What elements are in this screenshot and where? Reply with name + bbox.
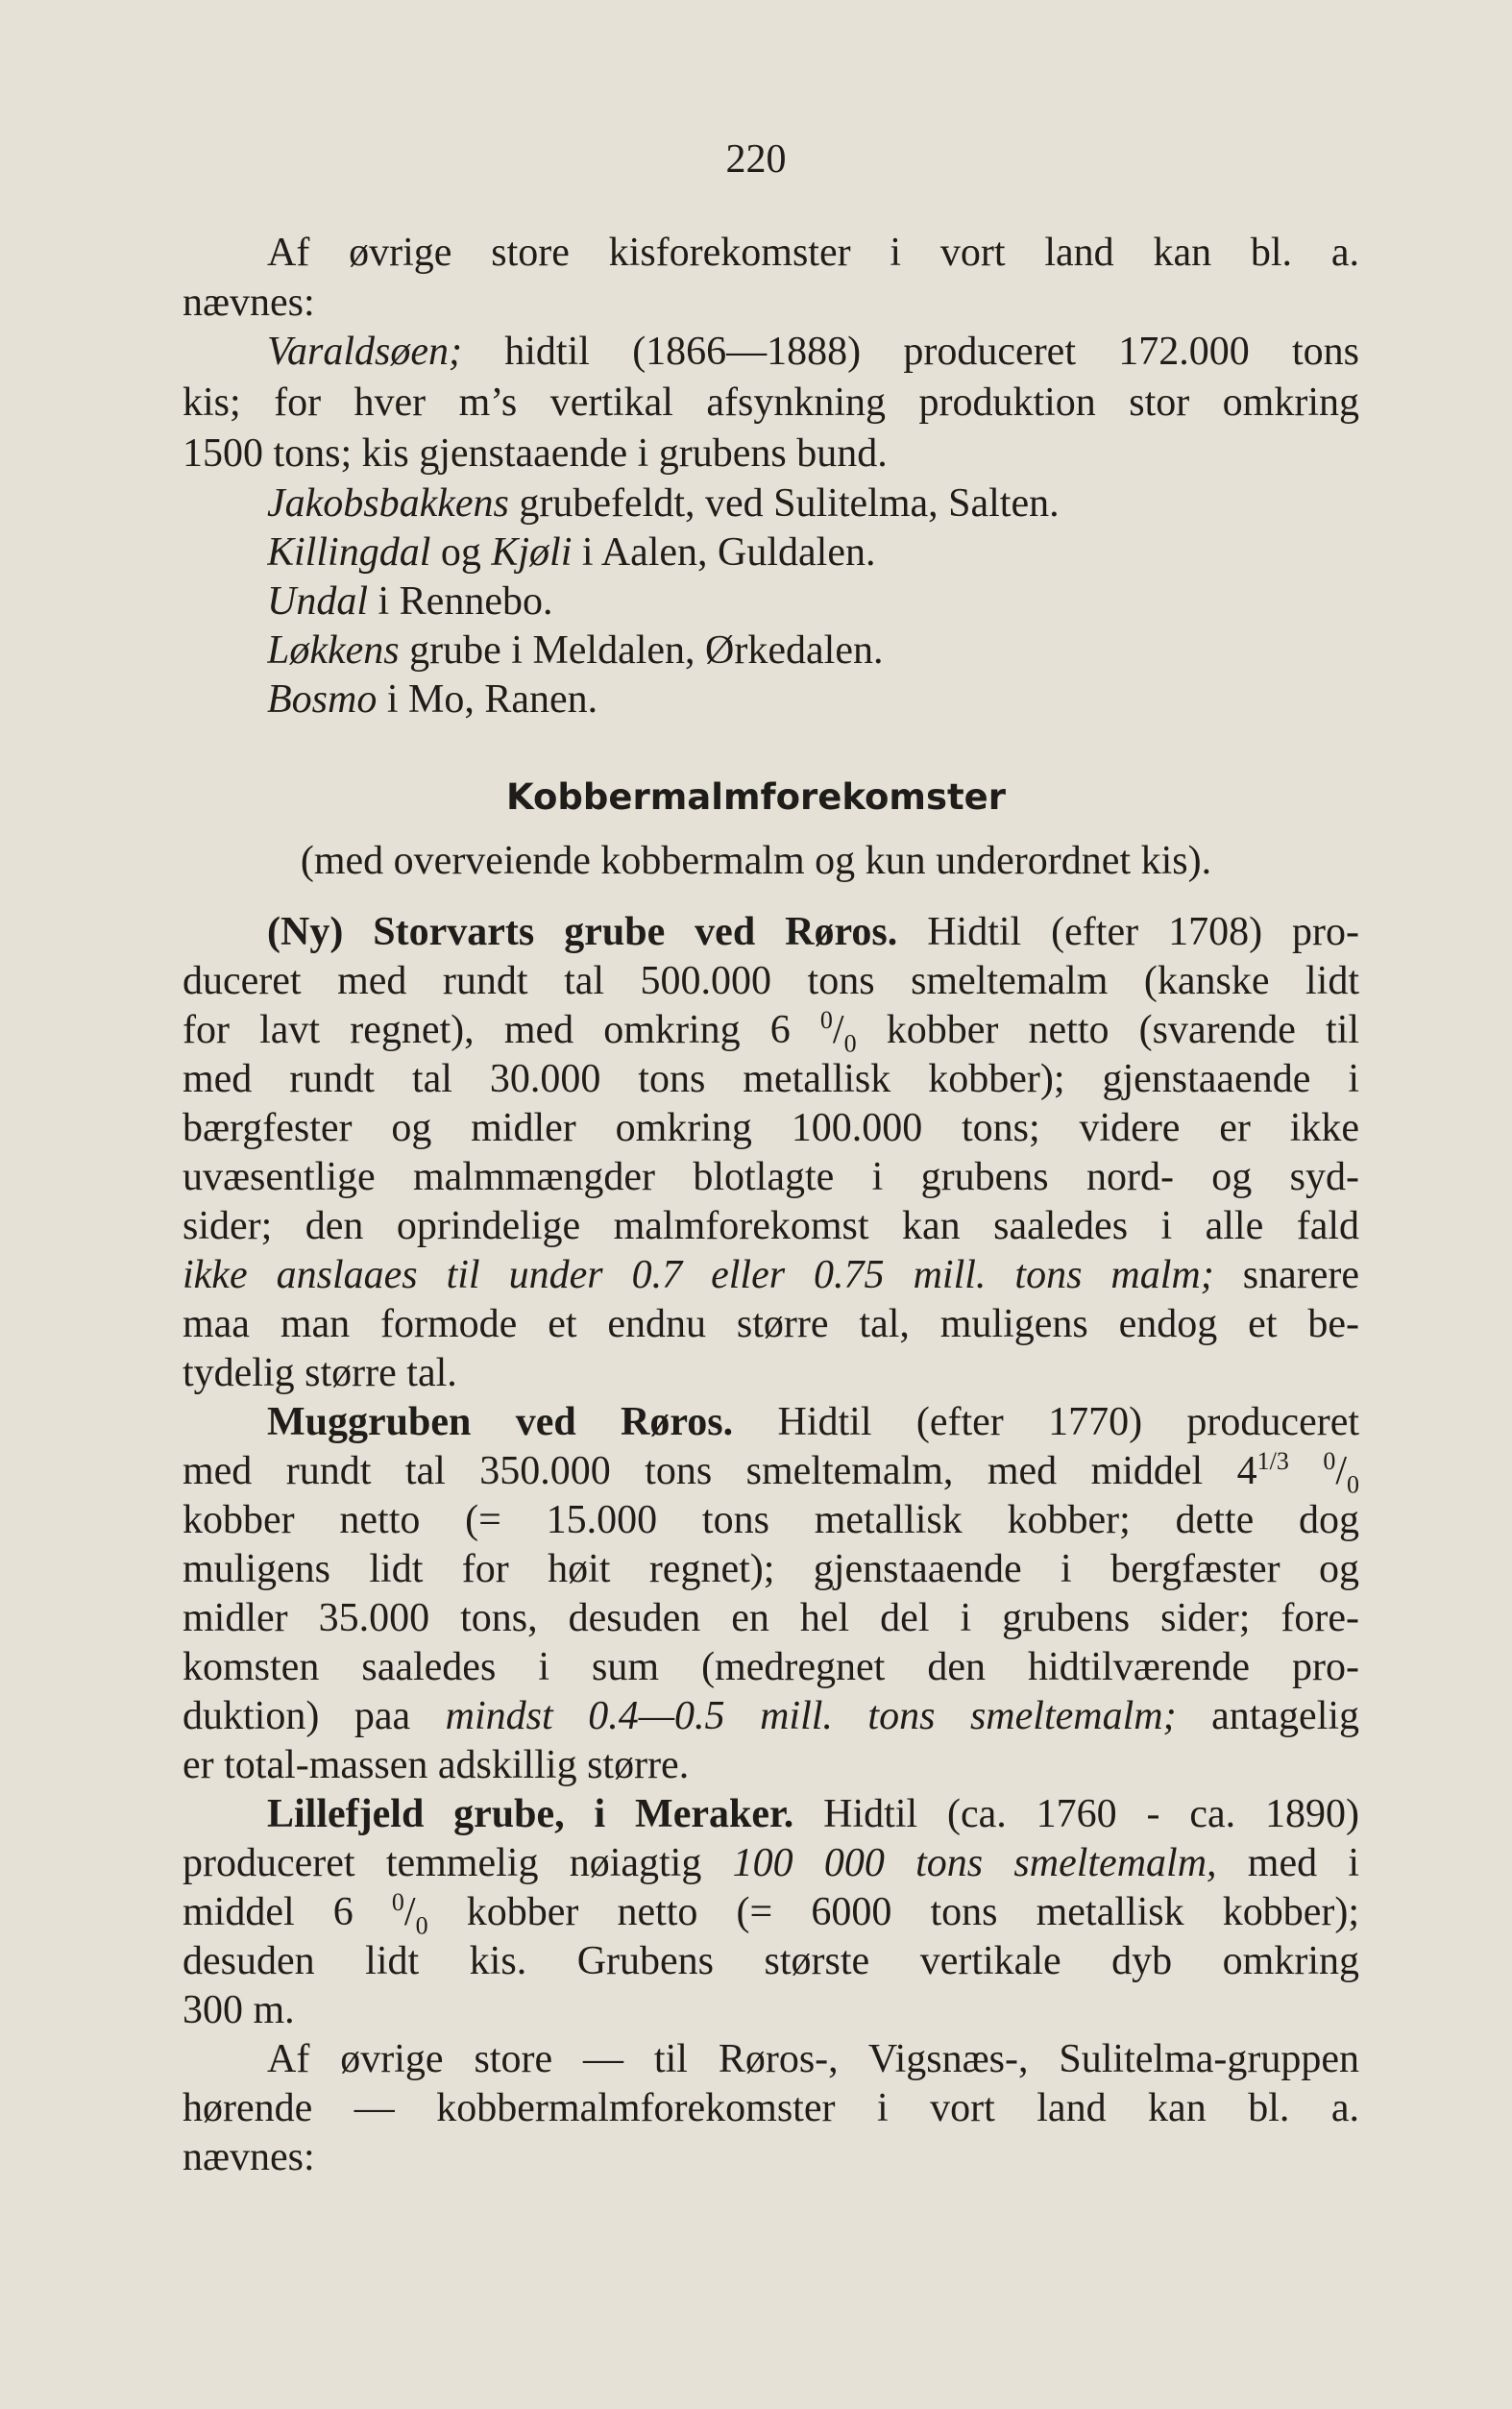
body-line: duceret med rundt tal 500.000 tons smeltemalm (kanske lidt [183, 959, 1359, 1003]
storvarts-title-line: (Ny) Storvarts grube ved Røros. Hidtil (efter 1708) pro- [267, 910, 1359, 954]
list-item-killingdal: Killingdal og Kjøli i Aalen, Guldalen. [267, 530, 876, 575]
body-line: middel 6 $^0/_0$ kobber netto (= 6000 tons metallisk kobber); [183, 1888, 1359, 1936]
muggruben-title-line: Muggruben ved Røros. Hidtil (efter 1770) produceret [267, 1400, 1359, 1444]
list-item-bosmo: Bosmo i Mo, Ranen. [267, 677, 598, 722]
list-item-lokken: Løkkens grube i Meldalen, Ørkedalen. [267, 628, 884, 673]
mine-name: Varaldsøen; [267, 330, 462, 374]
mine-name: Killingdal [267, 530, 431, 575]
body-line: for lavt regnet), med omkring 6 $^0/_0$ kobber netto (svarende til [183, 1006, 1359, 1054]
body-line: muligens lidt for høit regnet); gjenstaaende i bergfæster og [183, 1547, 1359, 1591]
body-line: ikke anslaaes til under 0.7 eller 0.75 mill. tons malm; snarere [183, 1253, 1359, 1297]
mine-title: Lillefjeld grube, i Meraker. [267, 1792, 794, 1836]
mine-title: (Ny) Storvarts grube ved Røros. [267, 910, 898, 954]
body-line: midler 35.000 tons, desuden en hel del i grubens sider; fore- [183, 1596, 1359, 1640]
mine-name: Kjøli [491, 530, 573, 575]
body-line: sider; den oprindelige malmforekomst kan saaledes i alle fald [183, 1204, 1359, 1248]
section-subheading: (med overveiende kobbermalm og kun underordnet kis). [300, 839, 1212, 883]
outro-line: Af øvrige store — til Røros-, Vigsnæs-, Sulitelma-gruppen [267, 2037, 1359, 2081]
body-line: tydelig større tal. [183, 1351, 457, 1395]
body-line: 300 m. [183, 1988, 295, 2032]
intro-line: nævnes: [183, 281, 315, 325]
body-line: maa man formode et endnu større tal, muligens endog et be- [183, 1302, 1359, 1346]
list-item-jakobsbakken: Jakobsbakkens grubefeldt, ved Sulitelma, Salten. [267, 481, 1060, 526]
body-line: desuden lidt kis. Grubens største vertikale dyb omkring [183, 1939, 1359, 1983]
body-line: bærgfester og midler omkring 100.000 tons; videre er ikke [183, 1106, 1359, 1150]
body-line: produceret temmelig nøiagtig 100 000 tons smeltemalm, med i [183, 1841, 1359, 1885]
mine-name: Bosmo [267, 677, 378, 722]
body-line: er total-massen adskillig større. [183, 1743, 690, 1787]
body-line: kis; for hver m’s vertikal afsynkning produktion stor omkring [183, 381, 1359, 425]
body-line: kobber netto (= 15.000 tons metallisk kobber; dette dog [183, 1498, 1359, 1542]
outro-line: nævnes: [183, 2135, 315, 2179]
list-item-undal: Undal i Rennebo. [267, 579, 553, 624]
mine-name: Jakobsbakkens [267, 481, 509, 526]
body-line: duktion) paa mindst 0.4—0.5 mill. tons smeltemalm; antagelig [183, 1694, 1359, 1738]
section-heading: Kobbermalmforekomster [505, 776, 1006, 818]
body-line: uvæsentlige malmmængder blotlagte i grubens nord- og syd- [183, 1155, 1359, 1199]
outro-line: hørende — kobbermalmforekomster i vort land kan bl. a. [183, 2086, 1359, 2130]
mine-title: Muggruben ved Røros. [267, 1400, 734, 1444]
mine-name: Løkkens [267, 628, 400, 673]
body-line: med rundt tal 350.000 tons smeltemalm, med middel $4^{1/3}$ $^0/_0$ [183, 1447, 1359, 1495]
lillefjeld-title-line: Lillefjeld grube, i Meraker. Hidtil (ca. 1760 - ca. 1890) [267, 1792, 1359, 1836]
body-line: komsten saaledes i sum (medregnet den hidtilværende pro- [183, 1645, 1359, 1689]
body-line: med rundt tal 30.000 tons metallisk kobber); gjenstaaende i [183, 1057, 1359, 1101]
mine-name: Undal [267, 579, 368, 624]
body-line: 1500 tons; kis gjenstaaende i grubens bund. [183, 431, 888, 476]
list-item-varaldsoen: Varaldsøen; hidtil (1866—1888) produceret 172.000 tons [267, 330, 1359, 374]
page-number: 220 [725, 137, 787, 182]
intro-line: Af øvrige store kisforekomster i vort land kan bl. a. [267, 231, 1359, 275]
